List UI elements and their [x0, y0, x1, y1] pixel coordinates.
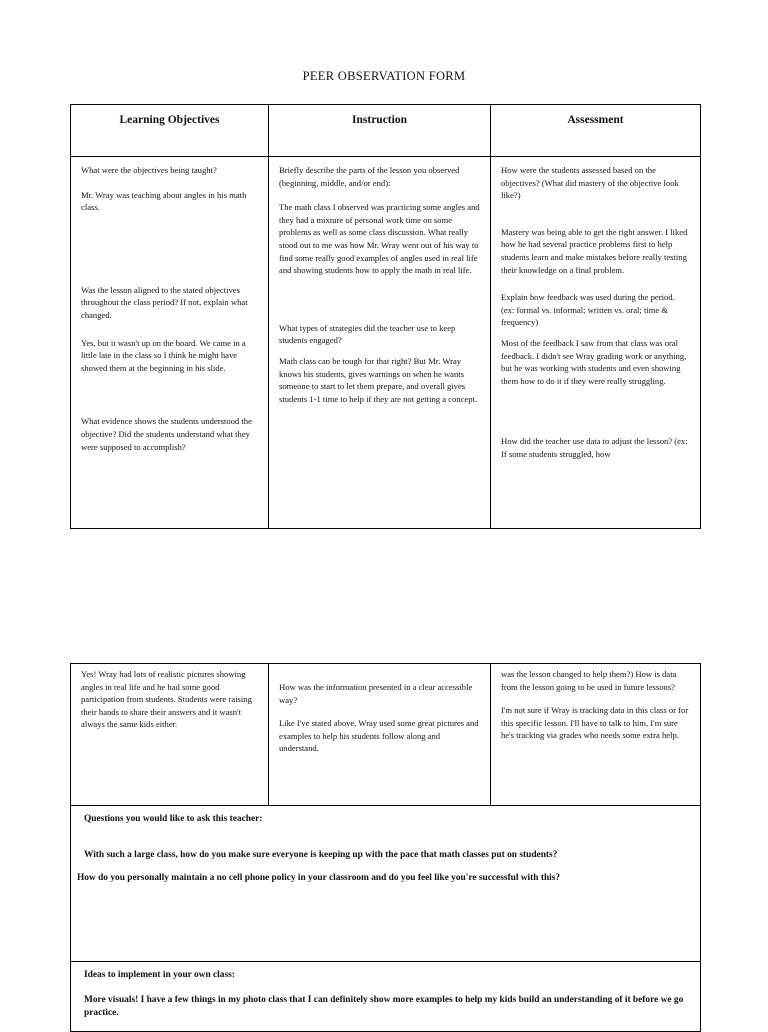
assessment-question-3: How did the teacher use data to adjust the lesson? (ex: If some students struggled, how — [501, 436, 688, 459]
header-instruction: Instruction — [269, 105, 491, 157]
form-title: PEER OBSERVATION FORM — [302, 69, 466, 83]
objectives-cell-cont — [71, 664, 269, 806]
objectives-answer-2: Yes, but it wasn't up on the board. We came in a little late in the class so I think he might have showed them at the beginning in his slide. — [81, 337, 246, 373]
question-1: With such a large class, how do you make sure everyone is keeping up with the pace that math classes put on students? — [84, 850, 558, 860]
objectives-answer-3: Yes! Wray had lots of realistic pictures showing angles in real life and he had some good participation from students. Students were raising their hands to share their answers and it wasn't always the same kids either. — [81, 669, 252, 730]
instruction-answer-1: The math class I observed was practicing some angles and they had a mixture of personal work time on some problems as well as some class discussion. What really stood out to me was how Mr. Wray went out of his way to find some really good examples of angles used in real life and showing students how to apply the math in real life. — [279, 202, 480, 276]
observation-table-page1 — [70, 104, 701, 529]
question-2: How do you personally maintain a no cell phone policy in your classroom and do you feel like you're successful with this? — [77, 873, 561, 883]
objectives-question-1: What were the objectives being taught? — [81, 165, 217, 175]
instruction-question-2: What types of strategies did the teacher use to keep students engaged? — [279, 322, 456, 346]
instruction-answer-3: Like I've stated above, Wray used some great pictures and examples to help his students follow along and understand. — [279, 718, 479, 754]
questions-section — [71, 806, 701, 962]
ideas-label: Ideas to implement in your own class: — [84, 970, 235, 980]
objectives-cell — [71, 157, 269, 529]
assessment-answer-3: I'm not sure if Wray is tracking data in this class or for this specific lesson. I'll have to talk to him, I'm sure he's tracking via grades who needs some extra help. — [501, 705, 689, 741]
assessment-cell — [491, 157, 701, 529]
assessment-question-1: How were the students assessed based on the objectives? (What did mastery of the objective look like?) — [501, 165, 679, 201]
instruction-question-3: How was the information presented in a clear accessible way? — [279, 682, 473, 705]
instruction-question-1: Briefly describe the parts of the lesson you observed (beginning, middle, and/or end): — [279, 165, 460, 188]
instruction-cell-cont — [269, 664, 491, 806]
objectives-question-2: Was the lesson aligned to the stated objectives throughout the class period? If not, explain what changed. — [81, 284, 248, 320]
ideas-section — [71, 962, 701, 1032]
assessment-answer-1: Mastery was being able to get the right answer. I liked how he had several practice problems first to help students learn and make mistakes before really testing their knowledge on a final problem. — [501, 226, 688, 275]
assessment-answer-2: Most of the feedback I saw from that class was oral feedback. I didn't see Wray grading work or anything, but he was working with students and even showing them how to do it if they were really struggling. — [501, 337, 687, 386]
objectives-question-3: What evidence shows the students understood the objective? Did the students understand what they were supposed to accomplish? — [81, 416, 252, 452]
objectives-answer-1: Mr. Wray was teaching about angles in his math class. — [81, 189, 247, 213]
observation-table-page2 — [70, 663, 701, 1032]
assessment-question-2: Explain how feedback was used during the period. (ex: formal vs. informal; written vs. oral; time & frequency) — [501, 292, 675, 328]
header-learning-objectives: Learning Objectives — [71, 105, 269, 157]
questions-label: Questions you would like to ask this teacher: — [84, 814, 263, 824]
assessment-cell-cont — [491, 664, 701, 806]
header-assessment: Assessment — [491, 105, 701, 157]
ideas-text: More visuals! I have a few things in my photo class that I can definitely show more examples to help my kids build an understanding of it before we go practice. — [84, 995, 684, 1018]
assessment-question-3-cont: was the lesson changed to help them?) How is data from the lesson going to be used in future lessons? — [501, 669, 677, 692]
instruction-cell — [269, 157, 491, 529]
instruction-answer-2: Math class can be tough for that right? But Mr. Wray knows his students, gives warnings on when he wants someone to start to let them prepare, and overall gives students 1-1 time to help if they are not getting a concept. — [279, 355, 478, 404]
